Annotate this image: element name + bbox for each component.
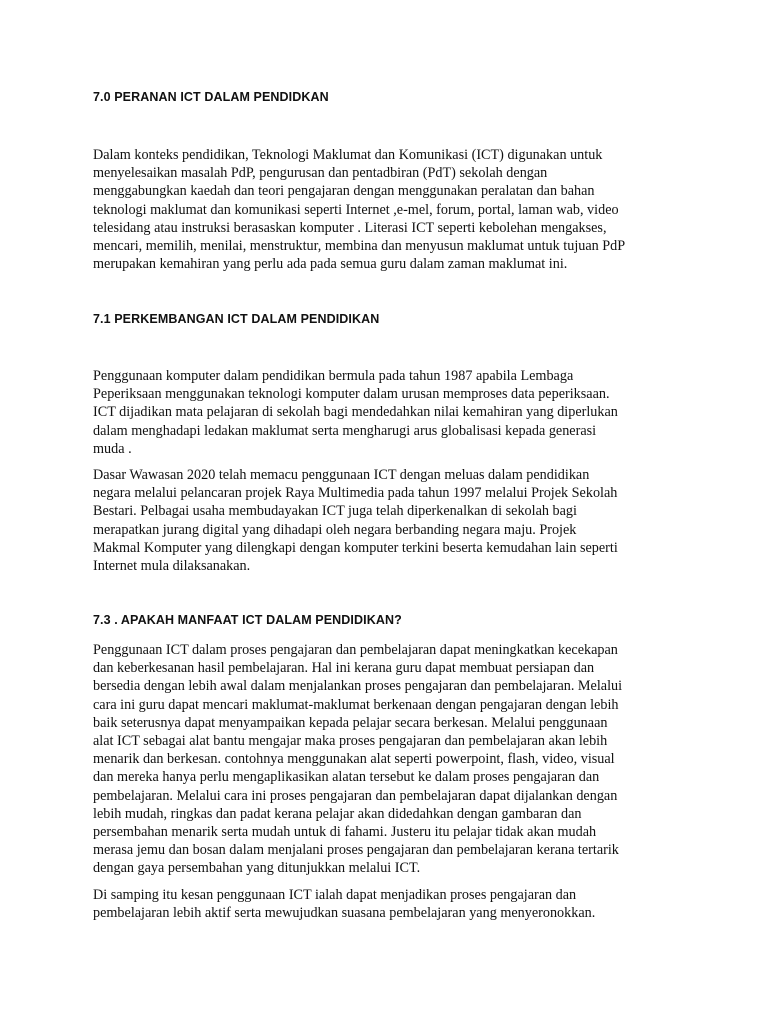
section-heading-7-1: 7.1 PERKEMBANGAN ICT DALAM PENDIDIKAN bbox=[93, 312, 380, 326]
text-line: menyelesaikan masalah PdP, pengurusan dan pentadbiran (PdT) sekolah dengan bbox=[93, 165, 548, 182]
section-7-1-paragraph-2 bbox=[93, 466, 683, 575]
text-line: Bestari. Pelbagai usaha membudayakan ICT juga telah diperkenalkan di sekolah bagi bbox=[93, 503, 577, 520]
text-line: pembelajaran. Melalui cara ini proses pengajaran dan pembelajaran dapat dijalankan dengan bbox=[93, 787, 618, 804]
section-heading-7-0: 7.0 PERANAN ICT DALAM PENDIDKAN bbox=[93, 90, 329, 104]
text-line: negara melalui pelancaran projek Raya Multimedia pada tahun 1997 melalui Projek Sekolah bbox=[93, 485, 618, 502]
text-line: dengan gaya persembahan yang ditunjukkan melalui ICT. bbox=[93, 860, 421, 877]
text-line: merapatkan jurang digital yang dihadapi oleh negara berbanding negara maju. Projek bbox=[93, 521, 577, 538]
section-7-3-paragraph-1 bbox=[93, 641, 683, 878]
text-line: cara ini guru dapat mencari maklumat-maklumat berkenaan dengan pengajaran dengan lebih bbox=[93, 696, 619, 713]
section-7-0-paragraph-1 bbox=[93, 146, 683, 273]
section-7-3-paragraph-2 bbox=[93, 886, 683, 922]
text-line: merasa jemu dan bosan dalam menjalani proses pengajaran dan pembelajaran kerana tertarik bbox=[93, 842, 619, 859]
text-line: Di samping itu kesan penggunaan ICT ialah dapat menjadikan proses pengajaran dan bbox=[93, 887, 577, 903]
text-line: Dalam konteks pendidikan, Teknologi Maklumat dan Komunikasi (ICT) digunakan untuk bbox=[93, 147, 603, 163]
text-line: baik seterusnya dapat menyampaikan kepada pelajar secara berkesan. Melalui penggunaan bbox=[93, 714, 608, 731]
text-line: dan mereka hanya perlu mengaplikasikan alatan tersebut ke dalam proses pengajaran dan bbox=[93, 769, 600, 786]
section-heading-7-3: 7.3 . APAKAH MANFAAT ICT DALAM PENDIDIKAN? bbox=[93, 613, 402, 627]
text-line: lebih mudah, ringkas dan padat kerana pelajar akan didedahkan dengan gambaran dan bbox=[93, 805, 582, 822]
text-line: Internet mula dilaksanakan. bbox=[93, 558, 251, 575]
text-line: muda . bbox=[93, 440, 132, 457]
text-line: Peperiksaan menggunakan teknologi komputer dalam urusan memproses data peperiksaan. bbox=[93, 386, 610, 403]
text-line: merupakan kemahiran yang perlu ada pada semua guru dalam zaman maklumat ini. bbox=[93, 256, 568, 273]
text-line: menggabungkan kaedah dan teori pengajaran dengan menggunakan peralatan dan bahan bbox=[93, 183, 595, 200]
section-7-1-paragraph-1 bbox=[93, 367, 683, 458]
text-line: ICT dijadikan mata pelajaran di sekolah bagi mendedahkan nilai kemahiran yang diperlukan bbox=[93, 404, 618, 421]
text-line: dalam menghadapi ledakan maklumat serta mengharugi arus globalisasi kepada generasi bbox=[93, 422, 597, 439]
text-line: persembahan menarik serta mudah untuk di fahami. Justeru itu pelajar tidak akan mudah bbox=[93, 824, 597, 841]
text-line: dan keberkesanan hasil pembelajaran. Hal ini kerana guru dapat membuat persiapan dan bbox=[93, 660, 595, 677]
text-line: bersedia dengan lebih awal dalam menjalankan proses pengajaran dan pembelajaran. Melalui bbox=[93, 678, 623, 695]
text-line: menarik dan berkesan. contohnya menggunakan alat seperti powerpoint, flash, video, visual bbox=[93, 751, 615, 768]
text-line: teknologi maklumat dan komunikasi seperti Internet ,e-mel, forum, portal, laman wab, video bbox=[93, 201, 619, 218]
text-line: Penggunaan ICT dalam proses pengajaran dan pembelajaran dapat meningkatkan kecekapan bbox=[93, 642, 618, 658]
text-line: Makmal Komputer yang dilengkapi dengan komputer terkini beserta kemudahan lain seperti bbox=[93, 539, 618, 556]
text-line: alat ICT sebagai alat bantu mengajar maka proses pengajaran dan pembelajaran akan lebih bbox=[93, 733, 608, 750]
text-line: Dasar Wawasan 2020 telah memacu penggunaan ICT dengan meluas dalam pendidikan bbox=[93, 467, 590, 483]
text-line: Penggunaan komputer dalam pendidikan bermula pada tahun 1987 apabila Lembaga bbox=[93, 368, 574, 384]
text-line: telesidang atau instruksi berasaskan komputer . Literasi ICT seperti kebolehan mengakses, bbox=[93, 219, 607, 236]
text-line: pembelajaran lebih aktif serta mewujudkan suasana pembelajaran yang menyeronokkan. bbox=[93, 905, 596, 922]
text-line: mencari, memilih, menilai, menstruktur, membina dan menyusun maklumat untuk tujuan PdP bbox=[93, 238, 626, 255]
